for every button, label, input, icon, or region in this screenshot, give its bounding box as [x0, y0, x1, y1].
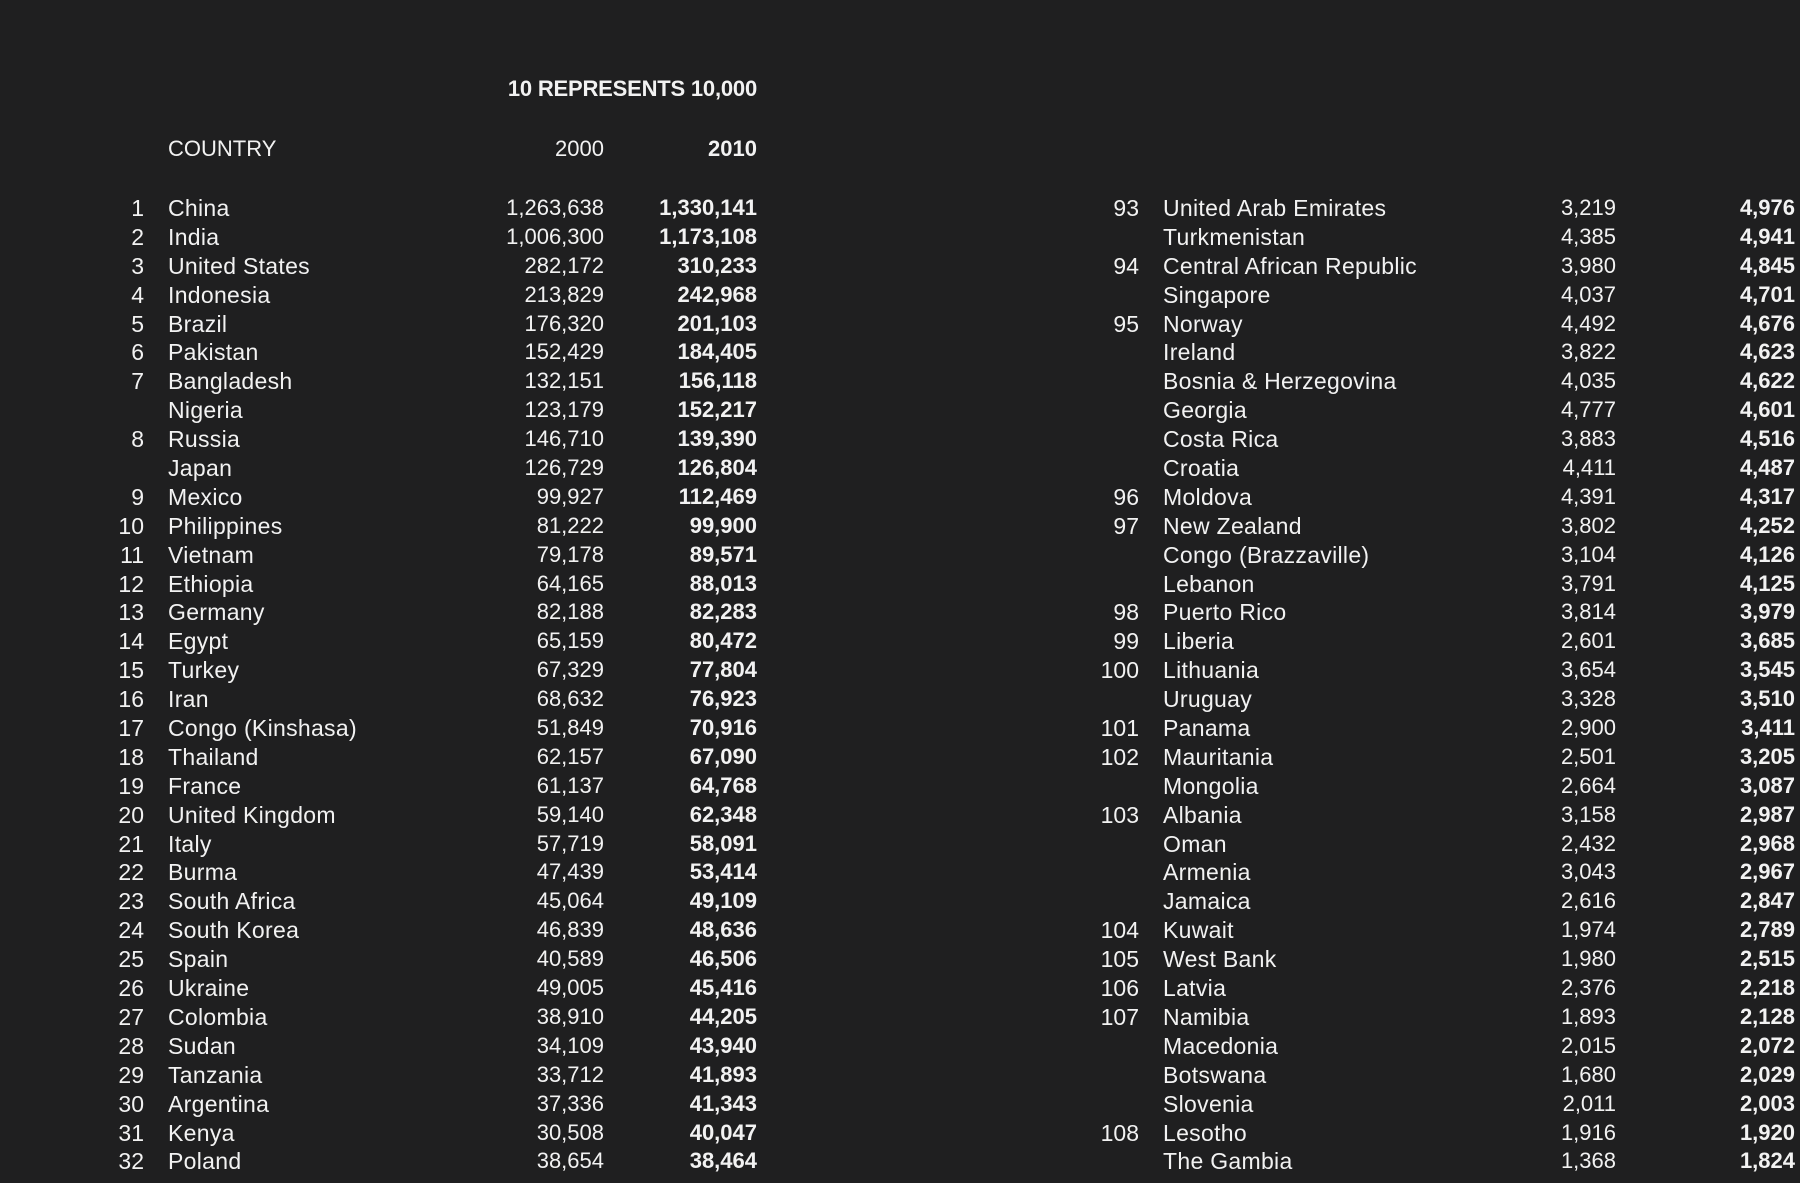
population-2000-cell: 4,035	[1560, 368, 1616, 394]
population-2010-cell: 48,636	[689, 917, 757, 943]
country-cell: Ireland	[1163, 339, 1236, 366]
rank-cell: 26	[118, 975, 144, 1002]
rank-cell: 16	[118, 686, 144, 713]
population-2010-cell: 156,118	[678, 368, 757, 394]
country-cell: Lebanon	[1163, 570, 1255, 597]
rank-cell: 22	[118, 859, 144, 886]
country-cell: Kenya	[168, 1119, 235, 1146]
column-header-2010: 2010	[708, 136, 757, 161]
rank-cell: 18	[118, 743, 144, 770]
population-2000-cell: 62,157	[536, 743, 604, 769]
country-cell: Slovenia	[1163, 1090, 1254, 1117]
population-2000-cell: 51,849	[536, 715, 604, 741]
population-2000-cell: 4,411	[1562, 455, 1616, 481]
population-2000-cell: 1,006,300	[506, 223, 604, 249]
country-cell: Ethiopia	[168, 570, 254, 597]
population-2010-cell: 70,916	[689, 715, 757, 741]
rank-cell: 95	[1113, 310, 1139, 337]
country-cell: Iran	[168, 686, 209, 713]
population-2000-cell: 40,589	[536, 946, 604, 972]
population-2000-cell: 3,883	[1560, 426, 1616, 452]
population-2010-cell: 41,343	[689, 1090, 757, 1116]
population-2000-cell: 213,829	[524, 281, 604, 307]
population-2000-cell: 47,439	[536, 859, 604, 885]
population-2010-cell: 76,923	[689, 686, 757, 712]
population-2000-cell: 2,501	[1560, 743, 1616, 769]
population-2010-cell: 1,330,141	[659, 195, 757, 220]
population-2010-cell: 3,979	[1739, 599, 1795, 625]
population-2010-cell: 1,824	[1739, 1148, 1795, 1174]
rank-cell: 96	[1113, 483, 1139, 510]
country-cell: Turkey	[168, 657, 240, 684]
population-2010-cell: 4,976	[1739, 195, 1795, 220]
population-2000-cell: 1,263,638	[506, 195, 604, 220]
country-cell: Moldova	[1163, 483, 1253, 510]
population-2010-cell: 38,464	[689, 1148, 757, 1174]
rank-cell: 29	[118, 1061, 144, 1088]
country-cell: Bosnia & Herzegovina	[1163, 368, 1397, 395]
population-2000-cell: 82,188	[536, 599, 604, 625]
population-2010-cell: 310,233	[677, 252, 757, 278]
population-2010-cell: 184,405	[677, 339, 757, 365]
population-2010-cell: 41,893	[689, 1061, 757, 1087]
population-2010-cell: 80,472	[689, 628, 757, 654]
rank-cell: 28	[118, 1032, 144, 1059]
population-2010-cell: 4,516	[1739, 426, 1795, 452]
population-2010-cell: 2,968	[1739, 830, 1795, 856]
population-2010-cell: 4,941	[1739, 223, 1795, 249]
population-2000-cell: 3,328	[1560, 686, 1616, 712]
country-cell: Puerto Rico	[1163, 599, 1287, 626]
country-cell: China	[168, 195, 230, 221]
population-2000-cell: 45,064	[536, 888, 604, 914]
country-cell: Kuwait	[1163, 917, 1234, 944]
country-cell: Jamaica	[1163, 888, 1251, 915]
country-cell: Georgia	[1163, 397, 1247, 424]
rank-cell: 25	[118, 946, 144, 973]
rank-cell: 10	[118, 512, 144, 539]
population-2010-cell: 2,003	[1739, 1090, 1795, 1116]
population-2010-cell: 77,804	[689, 657, 757, 683]
rank-cell: 14	[118, 628, 144, 655]
rank-cell: 97	[1113, 512, 1139, 539]
population-2010-cell: 62,348	[689, 801, 757, 827]
country-cell: Argentina	[168, 1090, 270, 1117]
country-cell: Vietnam	[168, 541, 255, 568]
population-2010-cell: 2,072	[1739, 1032, 1795, 1058]
rank-cell: 2	[131, 223, 144, 250]
population-2000-cell: 1,980	[1560, 946, 1616, 972]
country-cell: Norway	[1163, 310, 1243, 337]
rank-cell: 12	[118, 570, 144, 597]
country-cell: Germany	[168, 599, 265, 626]
population-2000-cell: 3,791	[1560, 570, 1616, 596]
population-2010-cell: 3,545	[1739, 657, 1795, 683]
country-cell: Uruguay	[1163, 686, 1253, 713]
population-2010-cell: 4,676	[1739, 310, 1795, 336]
population-2000-cell: 46,839	[536, 917, 604, 943]
population-2010-cell: 46,506	[689, 946, 757, 972]
population-2000-cell: 3,980	[1560, 252, 1616, 278]
scale-note: 10 REPRESENTS 10,000	[507, 76, 757, 101]
population-2010-cell: 2,128	[1739, 1003, 1795, 1029]
country-cell: Mauritania	[1163, 743, 1274, 770]
population-2010-cell: 152,217	[677, 397, 757, 423]
population-2010-cell: 1,920	[1739, 1119, 1795, 1145]
population-2000-cell: 1,680	[1560, 1061, 1616, 1087]
country-cell: Italy	[168, 830, 212, 857]
rank-cell: 106	[1100, 975, 1139, 1002]
rank-cell: 32	[118, 1148, 144, 1175]
population-2000-cell: 146,710	[524, 426, 604, 452]
population-2010-cell: 2,987	[1739, 801, 1795, 827]
population-2010-cell: 4,252	[1739, 512, 1795, 538]
population-2000-cell: 4,037	[1560, 281, 1616, 307]
population-2000-cell: 176,320	[524, 310, 604, 336]
population-2010-cell: 4,623	[1739, 339, 1795, 365]
rank-cell: 103	[1100, 801, 1139, 828]
population-2010-cell: 2,847	[1739, 888, 1795, 914]
rank-cell: 7	[131, 368, 144, 395]
rank-cell: 100	[1100, 657, 1139, 684]
population-2000-cell: 2,376	[1560, 975, 1616, 1001]
population-2010-cell: 4,845	[1739, 252, 1795, 278]
population-2010-cell: 99,900	[689, 512, 757, 538]
country-cell: South Africa	[168, 888, 296, 915]
population-2000-cell: 123,179	[524, 397, 604, 423]
population-2010-cell: 4,622	[1739, 368, 1795, 394]
population-2000-cell: 3,822	[1560, 339, 1616, 365]
country-cell: Indonesia	[168, 281, 271, 308]
population-2010-cell: 2,029	[1739, 1061, 1795, 1087]
population-2000-cell: 1,916	[1560, 1119, 1616, 1145]
population-2000-cell: 79,178	[536, 541, 604, 567]
population-2000-cell: 68,632	[536, 686, 604, 712]
population-2010-cell: 49,109	[689, 888, 757, 914]
population-2010-cell: 3,205	[1739, 743, 1795, 769]
population-2010-cell: 88,013	[689, 570, 757, 596]
population-2010-cell: 2,967	[1739, 859, 1795, 885]
population-2000-cell: 3,814	[1560, 599, 1616, 625]
rank-cell: 15	[118, 657, 144, 684]
country-cell: Mexico	[168, 483, 243, 510]
country-cell: Russia	[168, 426, 241, 453]
rank-cell: 6	[131, 339, 144, 366]
rank-cell: 21	[118, 830, 144, 857]
country-cell: Singapore	[1163, 281, 1271, 308]
population-2010-cell: 4,126	[1739, 541, 1795, 567]
population-2000-cell: 99,927	[536, 483, 604, 509]
country-cell: Ukraine	[168, 975, 250, 1002]
country-cell: Bangladesh	[168, 368, 293, 395]
population-2000-cell: 2,664	[1560, 772, 1616, 798]
country-cell: Armenia	[1163, 859, 1251, 886]
population-2000-cell: 37,336	[536, 1090, 604, 1116]
country-cell: Mongolia	[1163, 772, 1259, 799]
population-2010-cell: 58,091	[689, 830, 757, 856]
population-2000-cell: 30,508	[536, 1119, 604, 1145]
population-2000-cell: 2,601	[1560, 628, 1616, 654]
country-cell: Tanzania	[168, 1061, 263, 1088]
rank-cell: 104	[1100, 917, 1139, 944]
country-cell: The Gambia	[1163, 1148, 1293, 1175]
population-2000-cell: 132,151	[524, 368, 604, 394]
country-cell: West Bank	[1163, 946, 1277, 973]
country-cell: Oman	[1163, 830, 1227, 857]
rank-cell: 11	[120, 541, 144, 568]
country-cell: Philippines	[168, 512, 283, 539]
column-header-2000: 2000	[555, 136, 604, 161]
rank-cell: 108	[1100, 1119, 1139, 1146]
population-2010-cell: 126,804	[677, 455, 757, 481]
column-header-country: COUNTRY	[168, 136, 277, 161]
population-2010-cell: 201,103	[677, 310, 757, 336]
country-cell: Japan	[168, 455, 233, 482]
population-2000-cell: 2,015	[1560, 1032, 1616, 1058]
country-cell: Poland	[168, 1148, 242, 1175]
population-2000-cell: 4,385	[1560, 223, 1616, 249]
rank-cell: 27	[118, 1003, 144, 1030]
rank-cell: 8	[131, 426, 144, 453]
country-cell: Costa Rica	[1163, 426, 1279, 453]
population-2000-cell: 59,140	[536, 801, 604, 827]
population-2000-cell: 38,654	[536, 1148, 604, 1174]
country-cell: Botswana	[1163, 1061, 1267, 1088]
population-2010-cell: 89,571	[689, 541, 757, 567]
rank-cell: 1	[131, 195, 144, 221]
country-cell: Central African Republic	[1163, 252, 1417, 279]
population-2010-cell: 1,173,108	[659, 223, 757, 249]
country-cell: Sudan	[168, 1032, 237, 1059]
population-2000-cell: 64,165	[536, 570, 604, 596]
population-2010-cell: 4,125	[1739, 570, 1795, 596]
country-cell: Nigeria	[168, 397, 243, 424]
population-2000-cell: 2,900	[1560, 715, 1616, 741]
rank-cell: 30	[118, 1090, 144, 1117]
rank-cell: 102	[1100, 743, 1139, 770]
country-cell: Pakistan	[168, 339, 259, 366]
population-2000-cell: 49,005	[536, 975, 604, 1001]
country-cell: Latvia	[1163, 975, 1227, 1002]
population-2000-cell: 81,222	[536, 512, 604, 538]
population-2000-cell: 152,429	[524, 339, 604, 365]
population-2000-cell: 3,654	[1560, 657, 1616, 683]
population-2010-cell: 67,090	[689, 743, 757, 769]
rank-cell: 105	[1100, 946, 1139, 973]
country-cell: United Arab Emirates	[1163, 195, 1387, 221]
population-2010-cell: 40,047	[689, 1119, 757, 1145]
country-cell: Colombia	[168, 1003, 268, 1030]
population-2000-cell: 4,777	[1560, 397, 1616, 423]
rank-cell: 17	[118, 715, 144, 742]
country-cell: India	[168, 223, 220, 250]
country-cell: France	[168, 772, 242, 799]
rank-cell: 99	[1113, 628, 1139, 655]
population-2000-cell: 3,158	[1560, 801, 1616, 827]
country-cell: Turkmenistan	[1163, 223, 1306, 250]
rank-cell: 4	[131, 281, 144, 308]
population-2010-cell: 2,515	[1739, 946, 1795, 972]
population-2010-cell: 3,087	[1739, 772, 1795, 798]
population-2010-cell: 4,701	[1739, 281, 1795, 307]
population-2000-cell: 2,616	[1560, 888, 1616, 914]
population-2010-cell: 4,317	[1739, 483, 1795, 509]
population-2000-cell: 4,391	[1560, 483, 1616, 509]
population-2010-cell: 2,218	[1739, 975, 1795, 1001]
population-2000-cell: 1,368	[1560, 1148, 1616, 1174]
population-2000-cell: 126,729	[524, 455, 604, 481]
population-2010-cell: 53,414	[689, 859, 757, 885]
population-2000-cell: 57,719	[536, 830, 604, 856]
country-cell: Brazil	[168, 310, 228, 337]
rank-cell: 31	[118, 1119, 144, 1146]
country-cell: Thailand	[168, 743, 259, 770]
population-2010-cell: 64,768	[689, 772, 757, 798]
population-2010-cell: 4,487	[1739, 455, 1795, 481]
country-cell: Lesotho	[1163, 1119, 1247, 1146]
rank-cell: 24	[118, 917, 144, 944]
rank-cell: 23	[118, 888, 144, 915]
rank-cell: 13	[118, 599, 144, 626]
country-cell: Lithuania	[1163, 657, 1260, 684]
population-2000-cell: 282,172	[524, 252, 604, 278]
country-cell: Namibia	[1163, 1003, 1250, 1030]
rank-cell: 3	[131, 252, 144, 279]
population-2000-cell: 65,159	[536, 628, 604, 654]
country-cell: United States	[168, 252, 310, 279]
population-2010-cell: 3,510	[1739, 686, 1795, 712]
population-2000-cell: 4,492	[1560, 310, 1616, 336]
population-2010-cell: 43,940	[689, 1032, 757, 1058]
rank-cell: 20	[118, 801, 144, 828]
rank-cell: 9	[131, 483, 144, 510]
population-2010-cell: 82,283	[689, 599, 757, 625]
country-cell: South Korea	[168, 917, 300, 944]
country-cell: Panama	[1163, 715, 1251, 742]
country-cell: Albania	[1163, 801, 1242, 828]
rank-cell: 98	[1113, 599, 1139, 626]
population-2000-cell: 3,219	[1560, 195, 1616, 220]
population-2010-cell: 112,469	[678, 483, 757, 509]
rank-cell: 93	[1113, 195, 1139, 221]
population-2010-cell: 44,205	[689, 1003, 757, 1029]
population-2010-cell: 2,789	[1739, 917, 1795, 943]
population-2000-cell: 33,712	[536, 1061, 604, 1087]
population-2000-cell: 61,137	[536, 772, 604, 798]
rank-cell: 5	[131, 310, 144, 337]
country-cell: United Kingdom	[168, 801, 336, 828]
population-2000-cell: 1,974	[1560, 917, 1616, 943]
population-2010-cell: 139,390	[677, 426, 757, 452]
country-cell: Burma	[168, 859, 238, 886]
population-2000-cell: 3,802	[1560, 512, 1616, 538]
country-cell: Macedonia	[1163, 1032, 1279, 1059]
population-2000-cell: 2,011	[1562, 1090, 1616, 1116]
population-2000-cell: 38,910	[536, 1003, 604, 1029]
population-2000-cell: 1,893	[1560, 1003, 1616, 1029]
population-2000-cell: 2,432	[1560, 830, 1616, 856]
population-2000-cell: 34,109	[536, 1032, 604, 1058]
country-cell: Egypt	[168, 628, 229, 655]
rank-cell: 94	[1113, 252, 1139, 279]
country-cell: New Zealand	[1163, 512, 1302, 539]
rank-cell: 107	[1100, 1003, 1139, 1030]
population-2010-cell: 4,601	[1739, 397, 1795, 423]
country-cell: Liberia	[1163, 628, 1235, 655]
country-cell: Congo (Brazzaville)	[1163, 541, 1370, 568]
rank-cell: 101	[1100, 715, 1139, 742]
population-2010-cell: 242,968	[677, 281, 757, 307]
rank-cell: 19	[118, 772, 144, 799]
country-cell: Croatia	[1163, 455, 1240, 482]
population-2010-cell: 3,411	[1741, 715, 1795, 741]
population-2000-cell: 67,329	[536, 657, 604, 683]
population-2000-cell: 3,104	[1560, 541, 1616, 567]
population-2010-cell: 45,416	[689, 975, 757, 1001]
country-cell: Congo (Kinshasa)	[168, 715, 357, 742]
population-2000-cell: 3,043	[1560, 859, 1616, 885]
population-2010-cell: 3,685	[1739, 628, 1795, 654]
country-cell: Spain	[168, 946, 229, 973]
